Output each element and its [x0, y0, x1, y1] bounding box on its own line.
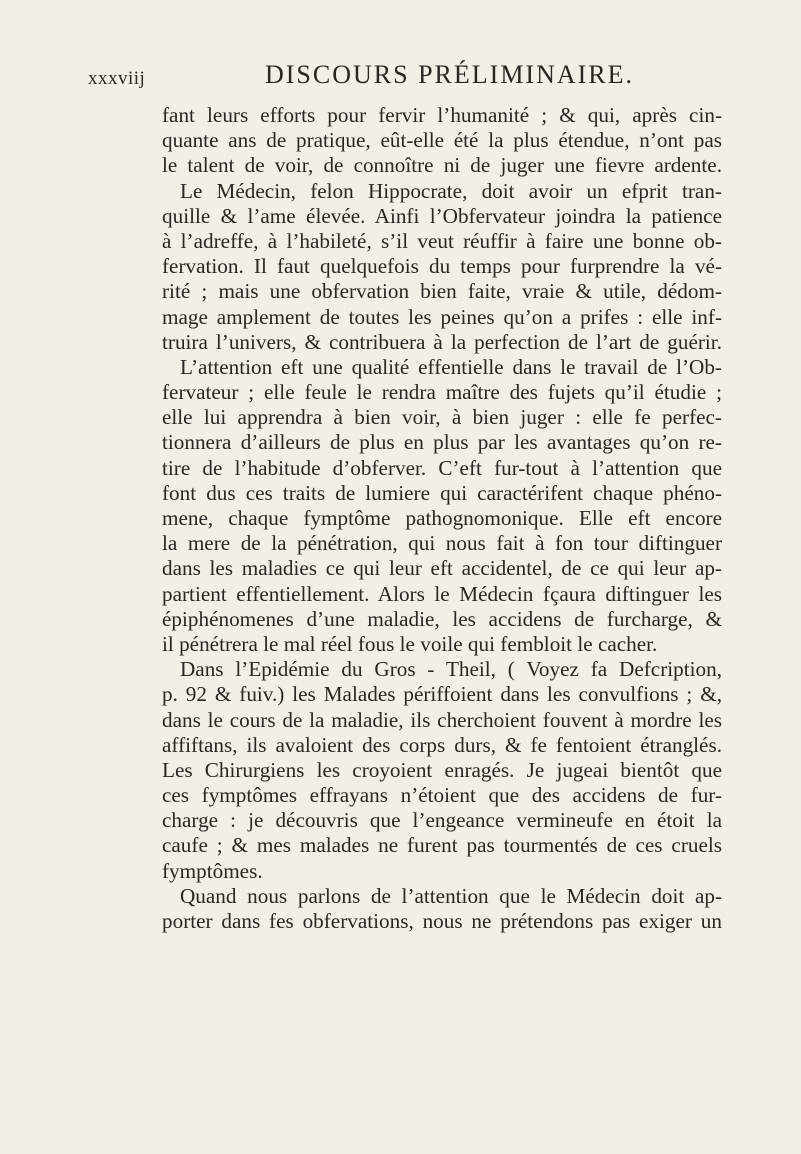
text-line: ces fymptômes effrayans n’étoient que des accidens de fur- — [162, 783, 722, 808]
text-line: porter dans fes obfervations, nous ne prétendons pas exiger un — [162, 909, 722, 933]
text-line: la mere de la pénétration, qui nous fait à fon tour diftinguer — [162, 531, 722, 556]
text-line: dans le cours de la maladie, ils cherchoient fouvent à mordre les — [162, 707, 722, 732]
text-line: fant leurs efforts pour fervir l’humanité ; & qui, après cin- — [162, 103, 722, 127]
text-line: Le Médecin, felon Hippocrate, doit avoir un efprit tran- — [180, 178, 722, 203]
text-line: partient effentiellement. Alors le Médecin fçaura diftinguer les — [162, 581, 722, 606]
text-line: caufe ; & mes malades ne furent pas tourmentés de ces cruels — [162, 833, 722, 858]
running-title: DISCOURS PRÉLIMINAIRE. — [265, 60, 635, 89]
text-line: tire de l’habitude d’obferver. C’eft fur-tout à l’attention que — [162, 455, 722, 480]
text-line: Les Chirurgiens les croyoient enragés. Je jugeai bientôt que — [162, 757, 722, 782]
text-line: il pénétrera le mal réel fous le voile qui fembloit le cacher. — [162, 631, 658, 656]
text-line: L’attention eft une qualité effentielle dans le travail de l’Ob- — [180, 354, 722, 379]
text-line: p. 92 & fuiv.) les Malades périffoient dans les convulfions ; &, — [162, 682, 722, 707]
text-line: elle lui apprendra à bien voir, à bien juger : elle fe perfec- — [162, 405, 722, 430]
text-line: quille & l’ame élevée. Ainfi l’Obfervateur joindra la patience — [162, 203, 722, 228]
page-header — [88, 60, 718, 94]
text-line: épiphénomenes d’une maladie, les accidens de furcharge, & — [162, 606, 722, 631]
text-line: Quand nous parlons de l’attention que le Médecin doit ap- — [180, 883, 722, 908]
text-line: fymptômes. — [162, 858, 263, 883]
text-line: tionnera d’ailleurs de plus en plus par les avantages qu’on re- — [162, 430, 722, 455]
page-number: xxxviij — [88, 68, 146, 89]
text-line: font dus ces traits de lumiere qui caractérifent chaque phéno- — [162, 480, 722, 505]
text-line: dans les maladies ce qui leur eft accidentel, de ce qui leur ap- — [162, 556, 722, 581]
text-line: quante ans de pratique, eût-elle été la plus étendue, n’ont pas — [162, 128, 722, 153]
body-text — [162, 103, 722, 934]
text-line: Dans l’Epidémie du Gros - Theil, ( Voyez fa Defcription, — [180, 657, 722, 682]
text-line: affiftans, ils avaloient des corps durs, & fe fentoient étranglés. — [162, 732, 722, 757]
text-line: à l’adreffe, à l’habileté, s’il veut réuffir à faire une bonne ob- — [162, 228, 722, 253]
text-line: fervation. Il faut quelquefois du temps pour furprendre la vé- — [162, 254, 722, 279]
text-line: fervateur ; elle feule le rendra maître des fujets qu’il étudie ; — [162, 380, 722, 405]
text-line: truira l’univers, & contribuera à la perfection de l’art de guérir. — [162, 329, 722, 354]
text-line: mene, chaque fymptôme pathognomonique. Elle eft encore — [162, 506, 722, 530]
text-line: le talent de voir, de connoître ni de juger une fievre ardente. — [162, 153, 722, 178]
text-line: charge : je découvris que l’engeance vermineufe en étoit la — [162, 808, 722, 833]
text-line: mage amplement de toutes les peines qu’on a prifes : elle inf- — [162, 304, 722, 329]
text-line: rité ; mais une obfervation bien faite, vraie & utile, dédom- — [162, 279, 722, 304]
